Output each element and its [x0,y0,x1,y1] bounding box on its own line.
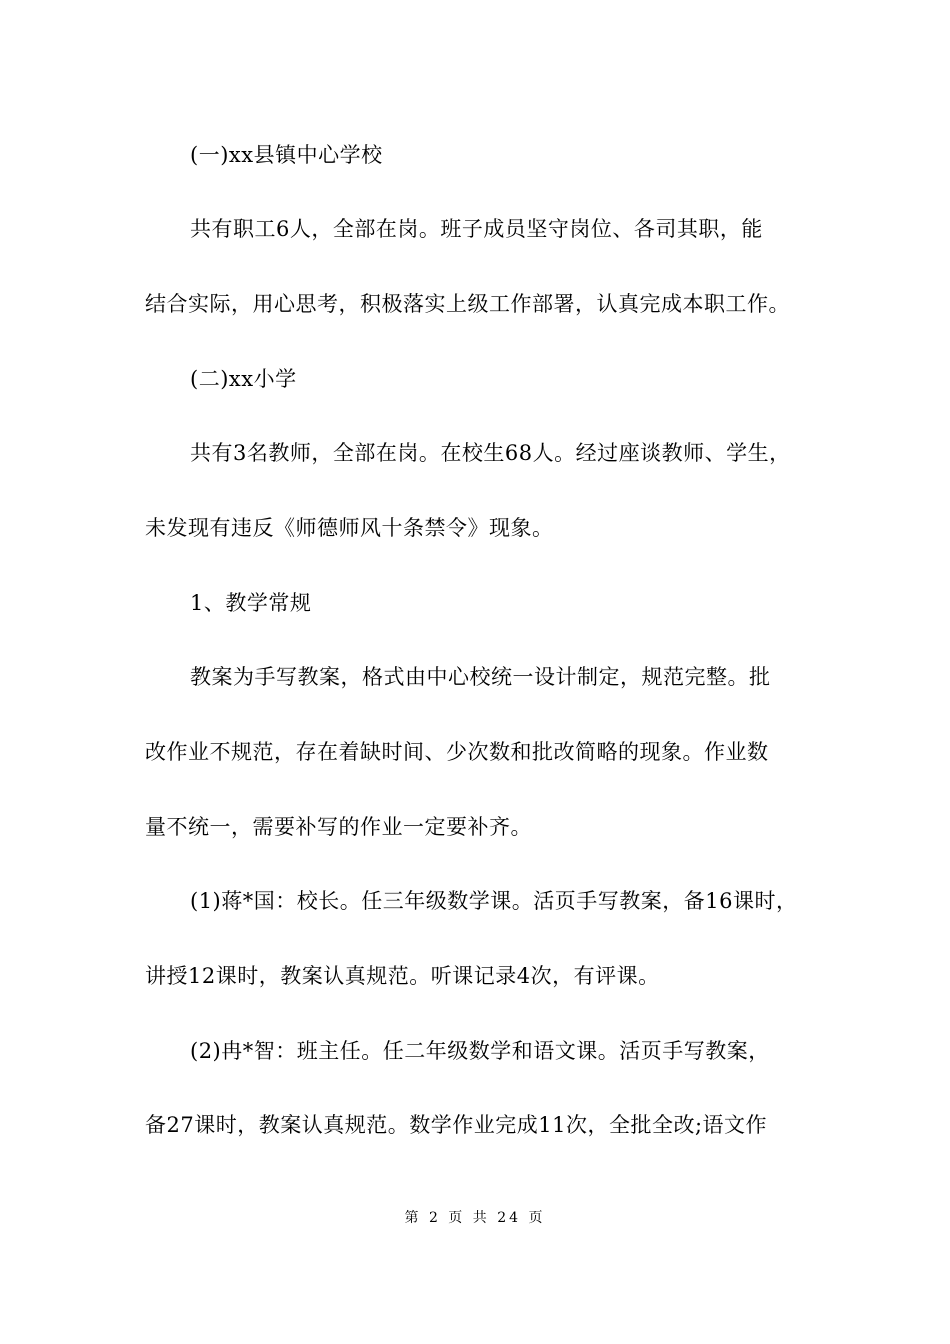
paragraph-line: 教案为手写教案，格式由中心校统一设计制定，规范完整。批 [190,665,771,689]
paragraph-line: (1)蒋*国：校长。任三年级数学课。活页手写教案，备16课时， [190,889,798,913]
section-heading-primary-school: (二)xx小学 [190,367,297,391]
paragraph-line: 共有3名教师，全部在岗。在校生68人。经过座谈教师、学生， [190,441,791,465]
subsection-heading-teaching-routine: 1、教学常规 [190,591,312,615]
paragraph-line: (2)冉*智：班主任。任二年级数学和语文课。活页手写教案， [190,1039,770,1063]
paragraph-line: 讲授12课时，教案认真规范。听课记录4次，有评课。 [145,964,660,988]
paragraph-line: 未发现有违反《师德师风十条禁令》现象。 [145,516,554,540]
paragraph-line: 备27课时，教案认真规范。数学作业完成11次，全批全改;语文作 [145,1113,768,1137]
section-heading-center-school: (一)xx县镇中心学校 [190,143,383,167]
paragraph-line: 结合实际，用心思考，积极落实上级工作部署，认真完成本职工作。 [145,292,790,316]
page-number-footer: 第 2 页 共 24 页 [404,1210,546,1226]
paragraph-line: 共有职工6人，全部在岗。班子成员坚守岗位、各司其职，能 [190,217,763,241]
paragraph-line: 改作业不规范，存在着缺时间、少次数和批改简略的现象。作业数 [145,740,769,764]
paragraph-line: 量不统一，需要补写的作业一定要补齐。 [145,815,532,839]
